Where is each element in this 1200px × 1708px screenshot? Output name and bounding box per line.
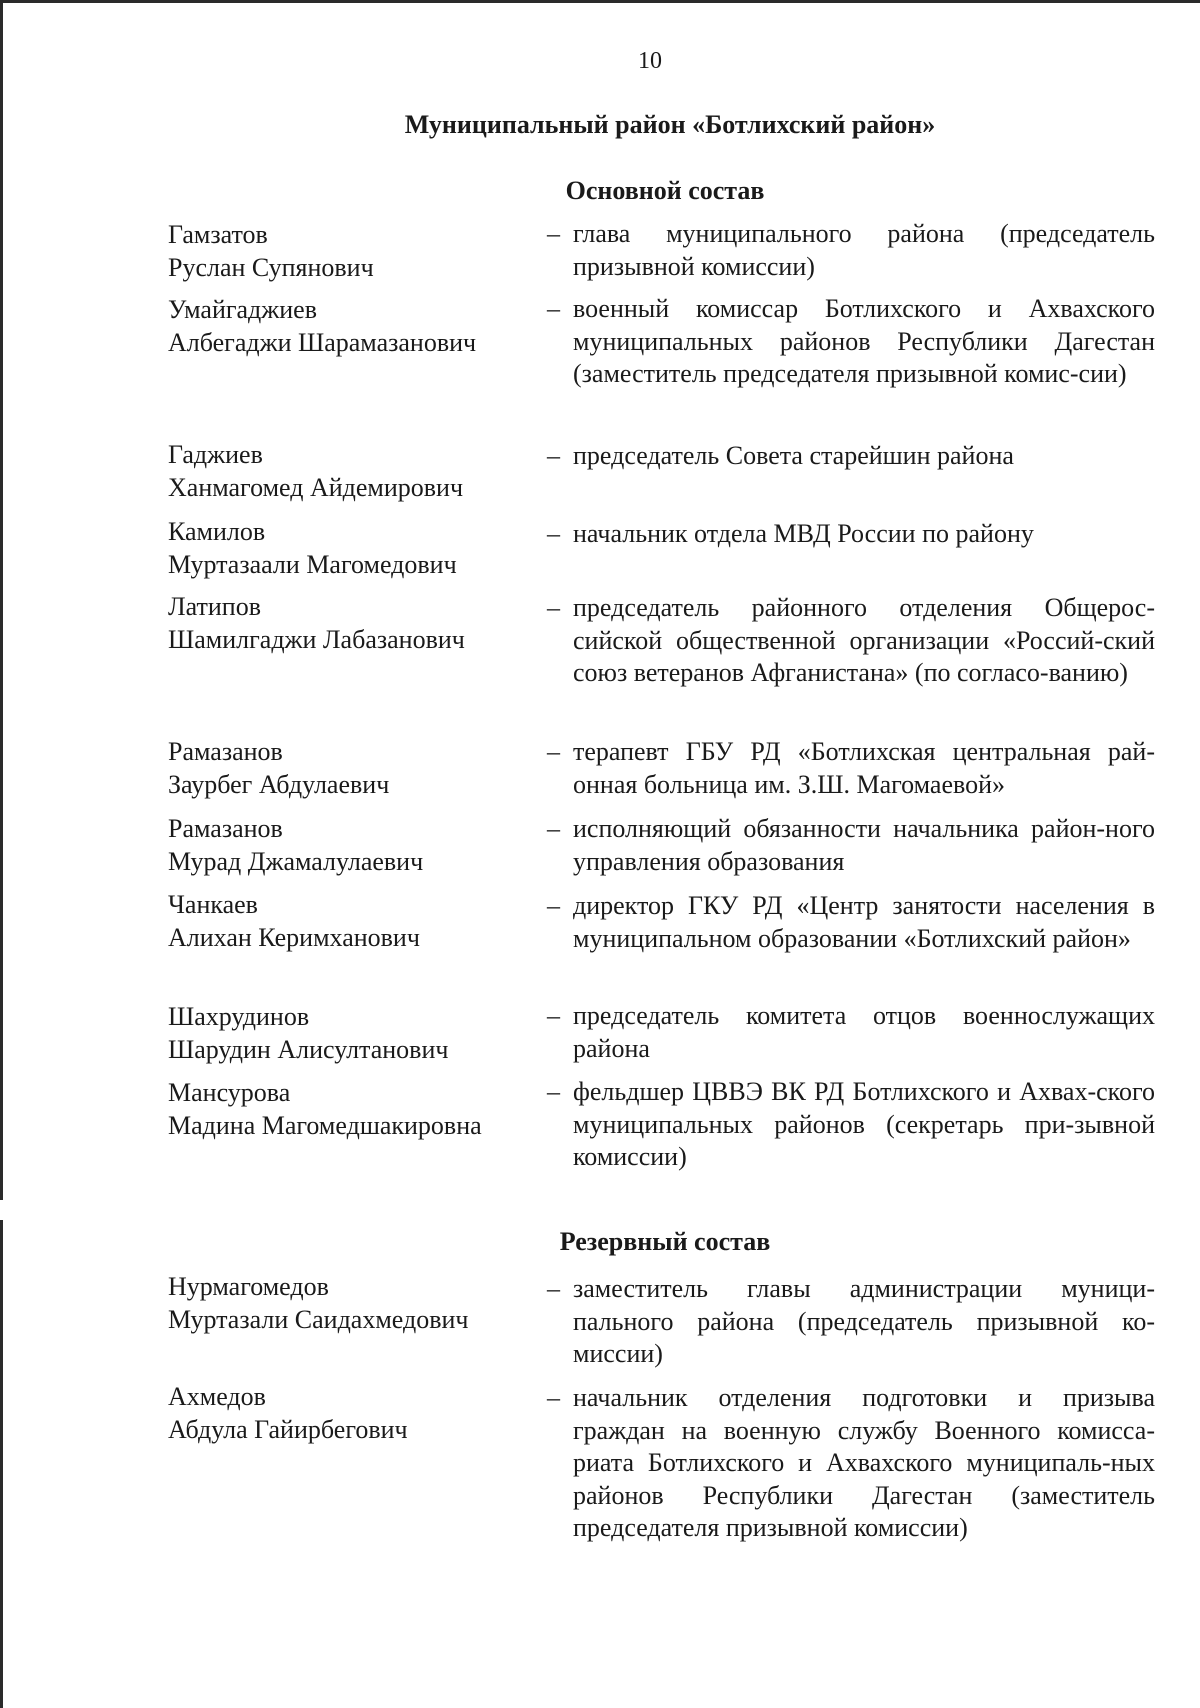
member-name: [168, 1380, 528, 1446]
role-description: глава муниципального района (председатель призывной комиссии): [573, 219, 1155, 281]
role-description: терапевт ГБУ РД «Ботлихская центральная рай-онная больница им. З.Ш. Магомаевой»: [573, 737, 1155, 799]
member-given-names: Алихан Керимханович: [168, 923, 420, 952]
member-given-names: Шамилгаджи Лабазанович: [168, 625, 465, 654]
scan-border-left: [0, 0, 3, 1708]
role-description: председатель комитета отцов военнослужащих района: [573, 1001, 1155, 1063]
role-description: фельдшер ЦВВЭ ВК РД Ботлихского и Ахвах-ского муниципальных районов (секретарь при-зывной комиссии): [573, 1077, 1155, 1171]
member-role: [547, 1000, 1155, 1065]
role-dash: –: [547, 294, 560, 323]
section-title-reserve: Резервный состав: [559, 1227, 771, 1256]
section-title-main: Основной состав: [565, 176, 765, 205]
district-title: Муниципальный район «Ботлихский район»: [404, 110, 936, 139]
member-role: [547, 890, 1155, 955]
member-given-names: Руслан Супянович: [168, 253, 374, 282]
role-dash: –: [547, 891, 560, 920]
member-given-names: Мадина Магомедшакировна: [168, 1111, 482, 1140]
scan-border-top: [0, 0, 1200, 3]
role-description: исполняющий обязанности начальника район-ного управления образования: [573, 814, 1155, 876]
member-name: [168, 1000, 528, 1066]
member-surname: Мансурова: [168, 1078, 291, 1107]
member-role: [547, 736, 1155, 801]
page-number: 10: [638, 48, 662, 74]
member-role: [547, 440, 1155, 473]
member-name: [168, 812, 528, 878]
member-role: [547, 813, 1155, 878]
member-name: [168, 1270, 528, 1336]
role-dash: –: [547, 814, 560, 843]
member-given-names: Мурад Джамалулаевич: [168, 847, 424, 876]
member-surname: Рамазанов: [168, 737, 283, 766]
member-given-names: Шарудин Алисултанович: [168, 1035, 449, 1064]
role-dash: –: [547, 1001, 560, 1030]
member-name: [168, 590, 528, 656]
role-description: директор ГКУ РД «Центр занятости населения в муниципальном образовании «Ботлихский район»: [573, 891, 1155, 953]
role-description: начальник отдела МВД России по району: [573, 519, 1034, 548]
role-dash: –: [547, 737, 560, 766]
member-surname: Умайгаджиев: [168, 295, 317, 324]
role-dash: –: [547, 519, 560, 548]
member-surname: Гаджиев: [168, 440, 263, 469]
role-dash: –: [547, 1274, 560, 1303]
role-description: председатель районного отделения Общерос-сийской общественной организации «Россий-ский союз ветеранов Афганистана» (по согласо-ванию): [573, 593, 1155, 687]
member-given-names: Муртазали Саидахмедович: [168, 1305, 469, 1334]
role-dash: –: [547, 1383, 560, 1412]
member-surname: Рамазанов: [168, 814, 283, 843]
role-description: военный комиссар Ботлихского и Ахвахского муниципальных районов Республики Дагестан (заместитель председателя призывной комис-сии): [573, 294, 1155, 388]
role-description: начальник отделения подготовки и призыва граждан на военную службу Военного комисса-риата Ботлихского и Ахвахского муниципаль-ных районов Республики Дагестан (заместитель председателя призывной комиссии): [573, 1383, 1155, 1542]
role-dash: –: [547, 441, 560, 470]
member-surname: Шахрудинов: [168, 1002, 310, 1031]
member-role: [547, 1076, 1155, 1174]
member-given-names: Ханмагомед Айдемирович: [168, 473, 464, 502]
member-given-names: Заурбег Абдулаевич: [168, 770, 390, 799]
member-name: [168, 735, 528, 801]
role-description: председатель Совета старейшин района: [573, 441, 1014, 470]
member-surname: Ахмедов: [168, 1382, 266, 1411]
member-name: [168, 1076, 528, 1142]
member-role: [547, 218, 1155, 283]
member-surname: Камилов: [168, 517, 266, 546]
member-name: [168, 218, 528, 284]
member-name: [168, 515, 528, 581]
role-description: заместитель главы администрации муници-пального района (председатель призывной ко-миссии): [573, 1274, 1155, 1368]
member-role: [547, 293, 1155, 391]
member-surname: Гамзатов: [168, 220, 268, 249]
role-dash: –: [547, 593, 560, 622]
member-given-names: Муртазаали Магомедович: [168, 550, 457, 579]
member-name: [168, 293, 528, 359]
member-role: [547, 1273, 1155, 1371]
member-role: [547, 592, 1155, 690]
member-name: [168, 438, 528, 504]
role-dash: –: [547, 1077, 560, 1106]
member-surname: Латипов: [168, 592, 261, 621]
member-given-names: Абдула Гайирбегович: [168, 1415, 408, 1444]
member-role: [547, 1382, 1155, 1545]
member-name: [168, 888, 528, 954]
member-given-names: Албегаджи Шарамазанович: [168, 328, 477, 357]
member-surname: Нурмагомедов: [168, 1272, 329, 1301]
role-dash: –: [547, 219, 560, 248]
member-surname: Чанкаев: [168, 890, 258, 919]
member-role: [547, 518, 1155, 551]
